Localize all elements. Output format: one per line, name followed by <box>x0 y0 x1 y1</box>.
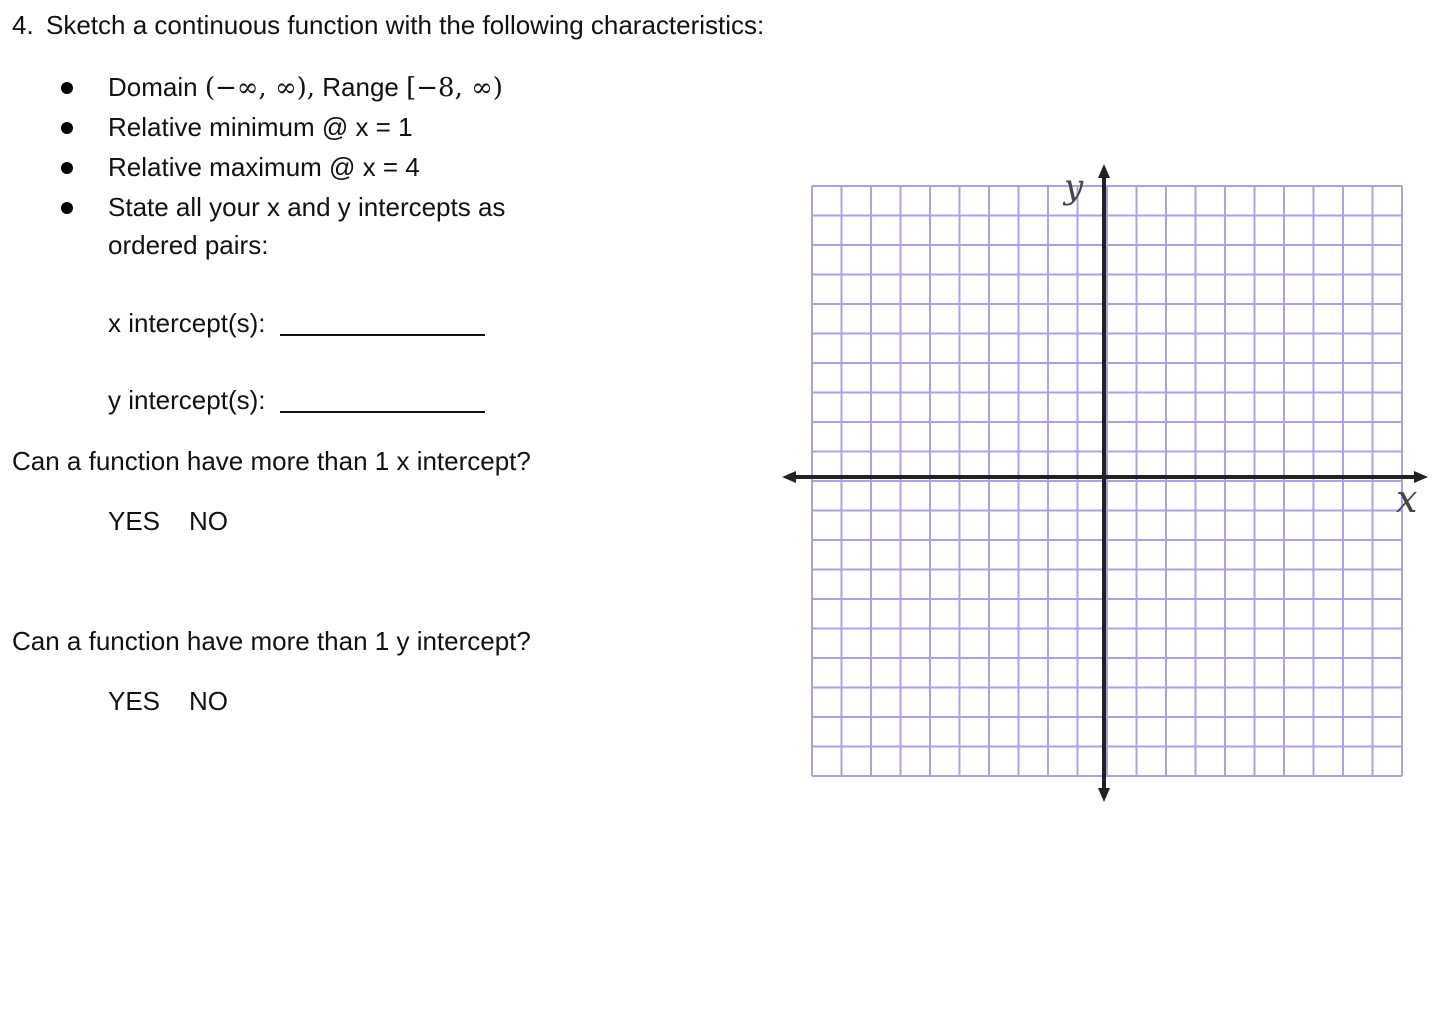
x-intercepts-answer-line[interactable] <box>280 334 485 336</box>
y-axis-up-arrow-icon <box>1098 164 1110 178</box>
y-intercepts-answer-line[interactable] <box>280 411 485 413</box>
x-intercept-question: Can a function have more than 1 x intercept? <box>12 446 531 476</box>
bullet-icon <box>61 82 73 94</box>
bullet-icon <box>61 202 73 214</box>
x-intercepts-label: x intercept(s): <box>108 308 266 338</box>
relative-minimum-text: Relative minimum @ x = 1 <box>108 112 413 142</box>
domain-label: Domain <box>108 72 198 102</box>
y-intercepts-label: y intercept(s): <box>108 385 266 415</box>
x-question-yes-option[interactable]: YES <box>108 506 161 536</box>
x-axis-label: x <box>1396 477 1418 521</box>
domain-expression: (−∞, ∞), <box>204 73 316 103</box>
range-expression: [−8, ∞) <box>406 73 503 103</box>
x-axis-left-arrow-icon <box>782 471 796 483</box>
y-question-no-option[interactable]: NO <box>189 686 228 716</box>
bullet-icon <box>61 162 73 174</box>
domain-range-line <box>108 72 503 103</box>
bullet-icon <box>61 122 73 134</box>
grid-lines <box>812 186 1402 776</box>
y-question-yes-option[interactable]: YES <box>108 686 161 716</box>
coordinate-grid[interactable] <box>770 160 1450 820</box>
y-axis-down-arrow-icon <box>1098 788 1110 802</box>
range-label: Range <box>322 72 399 102</box>
relative-maximum-text: Relative maximum @ x = 4 <box>108 152 420 182</box>
y-axis-label: y <box>1064 167 1084 207</box>
question-number: 4. <box>12 10 34 40</box>
question-prompt: Sketch a continuous function with the following characteristics: <box>46 10 765 40</box>
y-intercept-question: Can a function have more than 1 y intercept? <box>12 626 531 656</box>
intercepts-instruction-line2: ordered pairs: <box>108 230 269 260</box>
intercepts-instruction-line1: State all your x and y intercepts as <box>108 192 506 222</box>
x-question-no-option[interactable]: NO <box>189 506 228 536</box>
